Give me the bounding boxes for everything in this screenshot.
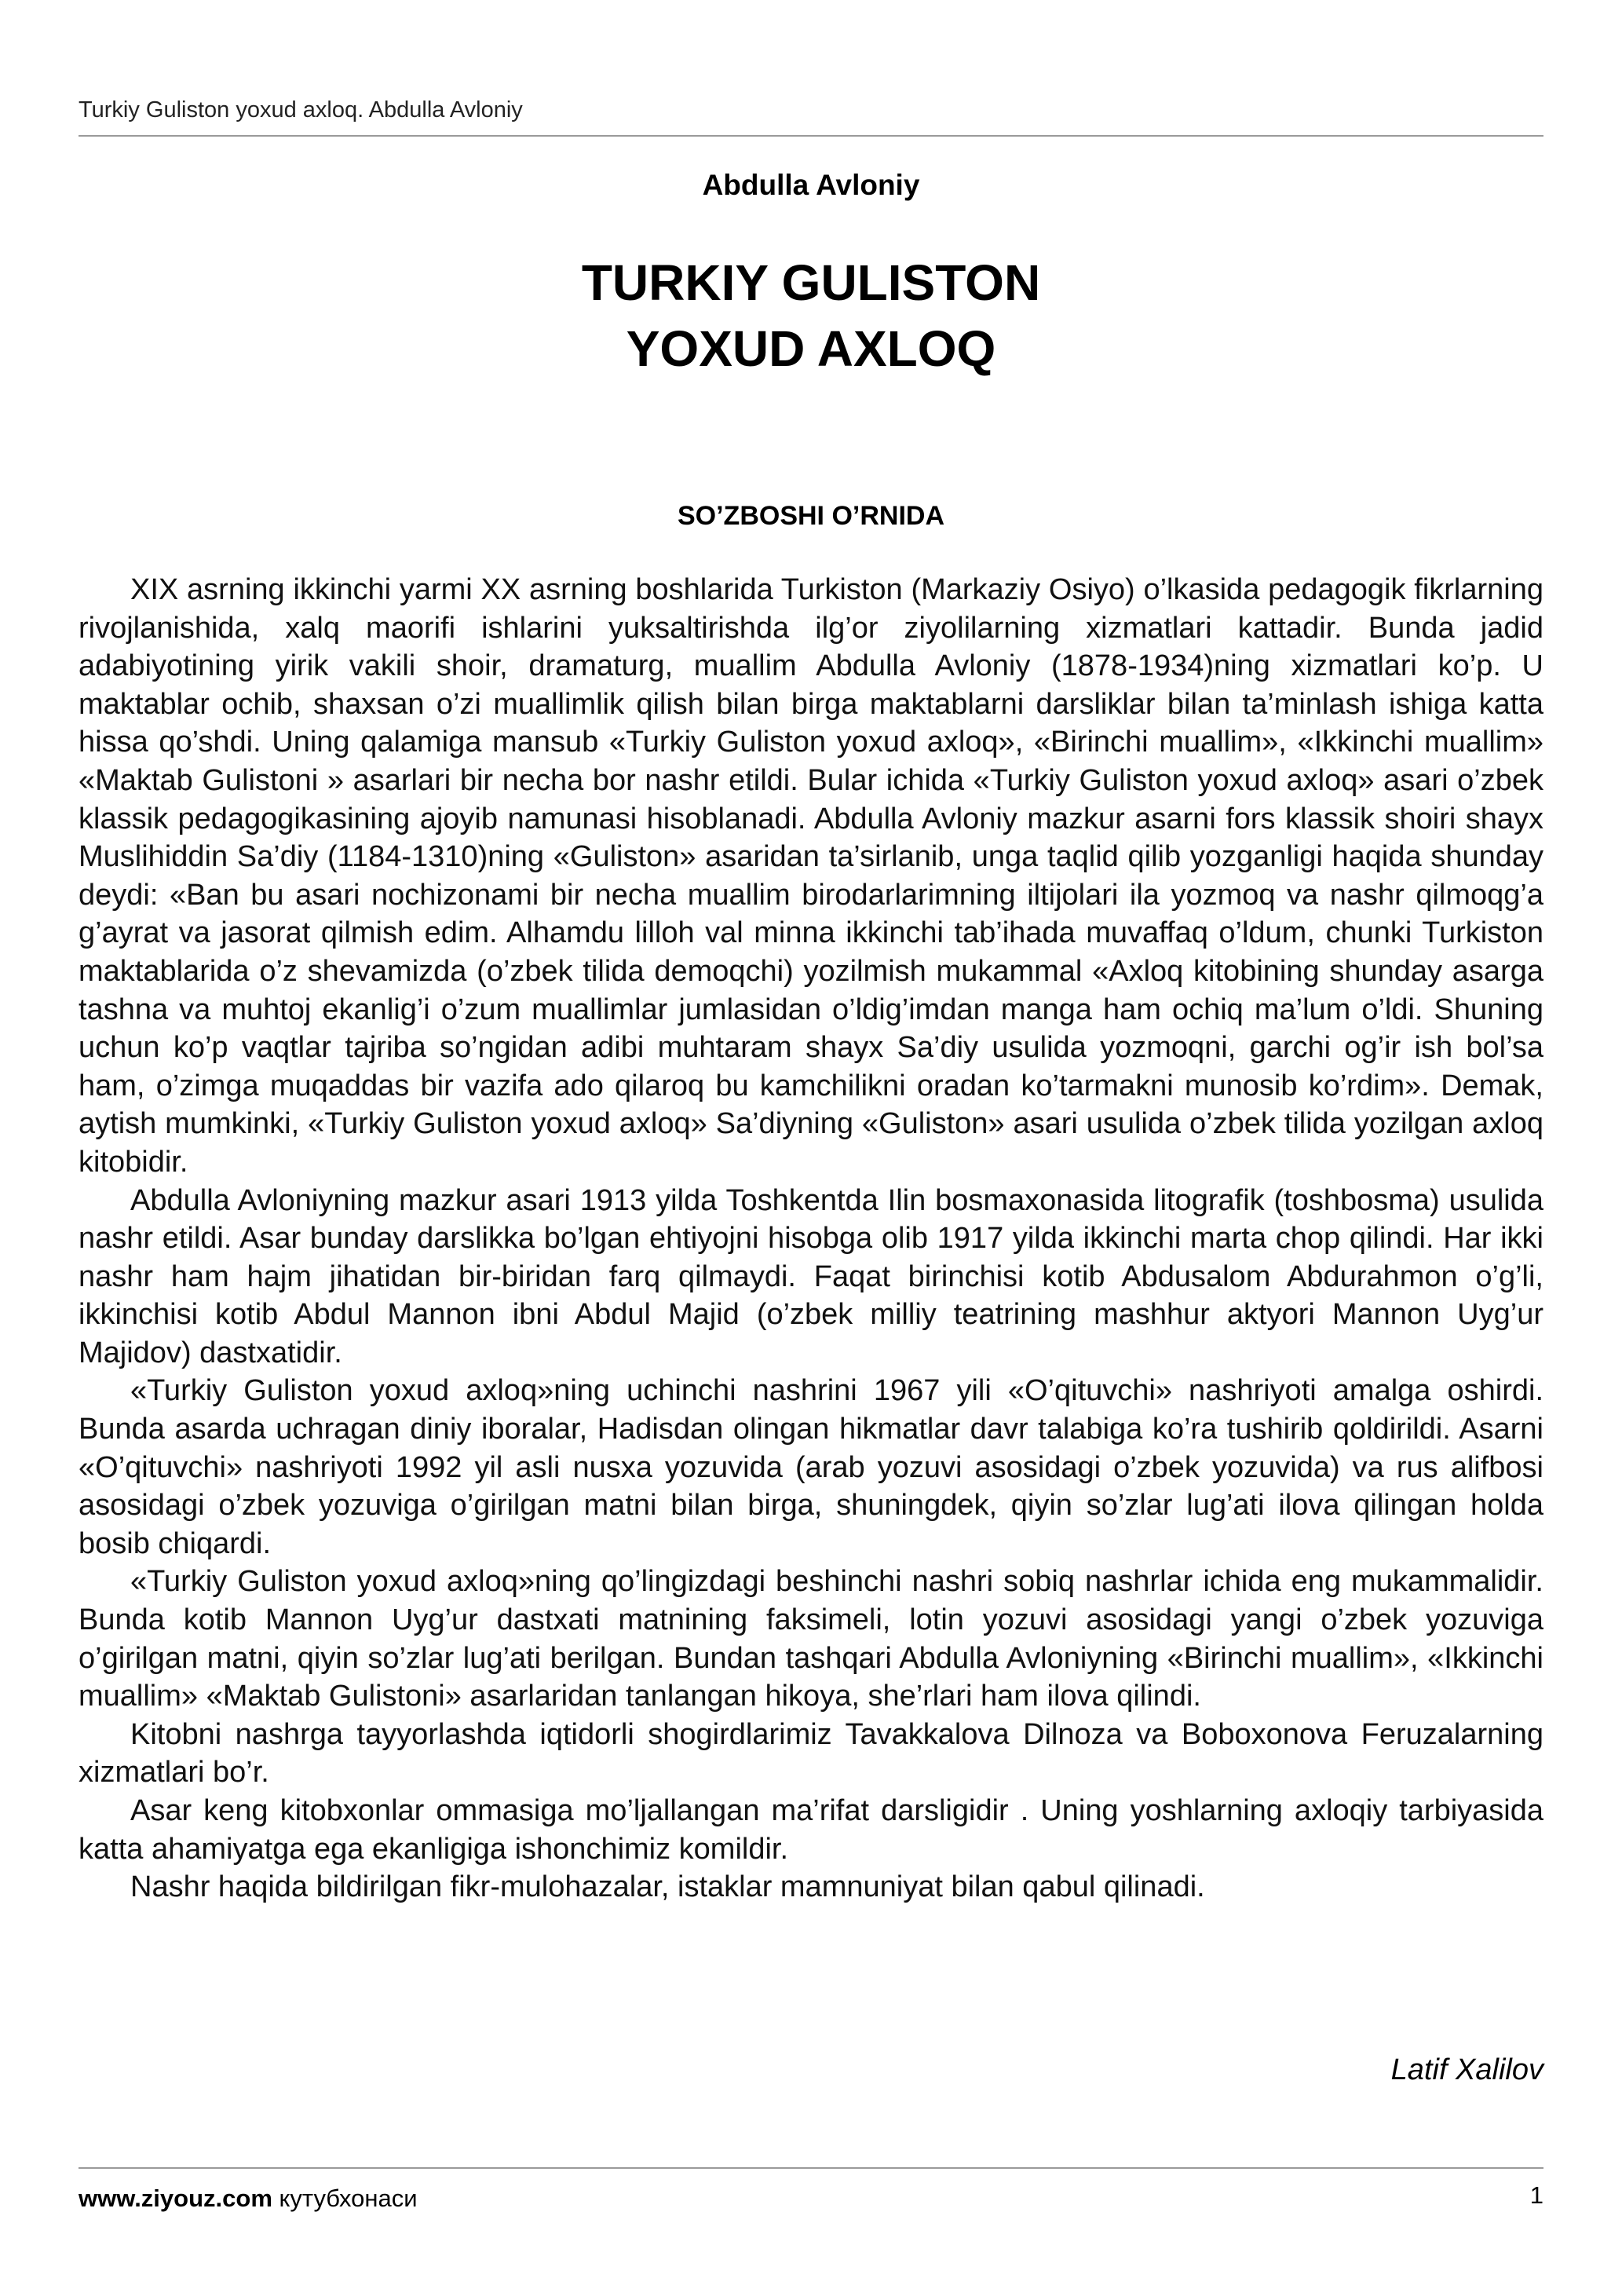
paragraph-7: Nashr haqida bildirilgan fikr-mulohazalar, istaklar mamnuniyat bilan qabul qilinadi. (130, 1870, 1205, 1904)
paragraph-3: «Turkiy Guliston yoxud axloq»ning uchinchi nashrini 1967 yili «O’qituvchi» nashriyoti amalga oshirdi. Bunda asarda uchragan diniy iboralar, Hadisdan olingan hikmatlar davr talabiga ko’ra tushirib qoldirildi. Asarni «O’qituvchi» nashriyoti 1992 yil asli nusxa yozuvida (arab yozuvi asosidagi o’zbek yozuvida) va rus alifbosi asosidagi o’zbek yozuviga o’girilgan matni bilan birga, shuningdek, qiyin so’zlar lug’ati ilova qilingan holda bosib chiqardi. (79, 1374, 1543, 1560)
paragraph-1: XIX asrning ikkinchi yarmi XX asrning boshlarida Turkiston (Markaziy Osiyo) o’lkasida pedagogik fikrlarning rivojlanishida, xalq maorifi ishlarini yuksaltirishda ilg’or ziyolilarning xizmatlari kattadir. Bunda jadid adabiyotining yirik vakili shoir, dramaturg, muallim Abdulla Avloniy (1878-1934)ning xizmatlari ko’p. U maktablar ochib, shaxsan o’zi muallimlik qilish bilan birga maktablarni darsliklar bilan ta’minlash ishiga katta hissa qo’shdi. Uning qalamiga mansub «Turkiy Guliston yoxud axloq», «Birinchi muallim», «Ikkinchi muallim» «Maktab Gulistoni » asarlari bir necha bor nashr etildi. Bular ichida «Turkiy Guliston yoxud axloq» asari o’zbek klassik pedagogikasining ajoyib namunasi hisoblanadi. Abdulla Avloniy mazkur asarni fors klassik shoiri shayx Muslihiddin Sa’diy (1184-1310)ning «Guliston» asaridan ta’sirlanib, unga taqlid qilib yozganligi haqida shunday deydi: «Ban bu asari nochizonami bir necha muallim birodarlarimning iltijolari ila yozmoq va nashr qilmoqg’a g’ayrat va jasorat qilmish edim. Alhamdu lilloh val minna ikkinchi tab’ihada muvaffaq o’ldum, chunki Turkiston maktablarida o’z shevamizda (o’zbek tilida demoqchi) yozilmish mukammal «Axloq kitobining shunday asarga tashna va muhtoj ekanlig’i o’zum muallimlar jumlasidan o’ldig’imdan manga ham ochiq ma’lum o’ldi. Shuning uchun ko’p vaqtlar tajriba so’ngidan adibi muhtaram shayx Sa’diy usulida yozmoqni, garchi og’ir ish bol’sa ham, o’zimga muqaddas bir vazifa ado qilaroq bu kamchilikni oradan ko’tarmakni munosib ko’rdim». Demak, aytish mumkinki, «Turkiy Guliston yoxud axloq» Sa’diyning «Guliston» asari usulida o’zbek tilida yozilgan axloq kitobidir. (79, 573, 1543, 1179)
book-title (0, 250, 1622, 382)
page-number: 1 (1529, 2181, 1543, 2209)
paragraph-4: «Turkiy Guliston yoxud axloq»ning qo’lingizdagi beshinchi nashri sobiq nashrlar ichida eng mukammalidir. Bunda kotib Mannon Uyg’ur dastxati matnining faksimeli, lotin yozuvi asosidagi yangi o’zbek yozuviga o’girilgan matni, qiyin so’zlar lug’ati berilgan. Bundan tashqari Abdulla Avloniyning «Birinchi muallim», «Ikkinchi muallim» «Maktab Gulistoni» asarlaridan tanlangan hikoya, she’rlari ham ilova qilindi. (79, 1565, 1543, 1713)
footer-divider (79, 2167, 1543, 2169)
paragraph-6: Asar keng kitobxonlar ommasiga mo’ljallangan ma’rifat darsligidir . Uning yoshlarning axloqiy tarbiyasida katta ahamiyatga ega ekanligiga ishonchimiz komildir. (79, 1794, 1543, 1866)
footer-source (79, 2184, 418, 2213)
body-text (79, 571, 1543, 1907)
paragraph-2: Abdulla Avloniyning mazkur asari 1913 yilda Toshkentda Ilin bosmaxonasida litografik (toshbosma) usulida nashr etildi. Asar bunday darslikka bo’lgan ehtiyojni hisobga olib 1917 yilda ikkinchi marta chop qilindi. Har ikki nashr ham hajm jihatidan bir-biridan farq qilmaydi. Faqat birinchisi kotib Abdusalom Abdurahmon o’g’li, ikkinchisi kotib Abdul Mannon ibni Abdul Majid (o’zbek milliy teatrining mashhur aktyori Mannon Uyg’ur Majidov) dastxatidir. (79, 1183, 1543, 1369)
paragraph-5: Kitobni nashrga tayyorlashda iqtidorli shogirdlarimiz Tavakkalova Dilnoza va Boboxonova Feruzalarning xizmatlari bo’r. (79, 1717, 1543, 1790)
header-divider (79, 135, 1543, 137)
section-title: SO’ZBOSHI O’RNIDA (677, 501, 945, 531)
book-title-line-1: TURKIY GULISTON (581, 254, 1041, 311)
author-name: Abdulla Avloniy (702, 169, 920, 201)
running-header: Turkiy Guliston yoxud axloq. Abdulla Avloniy (79, 97, 523, 122)
footer-label: кутубхонаси (272, 2184, 418, 2212)
signature: Latif Xalilov (1390, 2053, 1543, 2086)
footer-site-link[interactable]: www.ziyouz.com (79, 2184, 272, 2212)
book-title-line-2: YOXUD AXLOQ (626, 320, 996, 377)
